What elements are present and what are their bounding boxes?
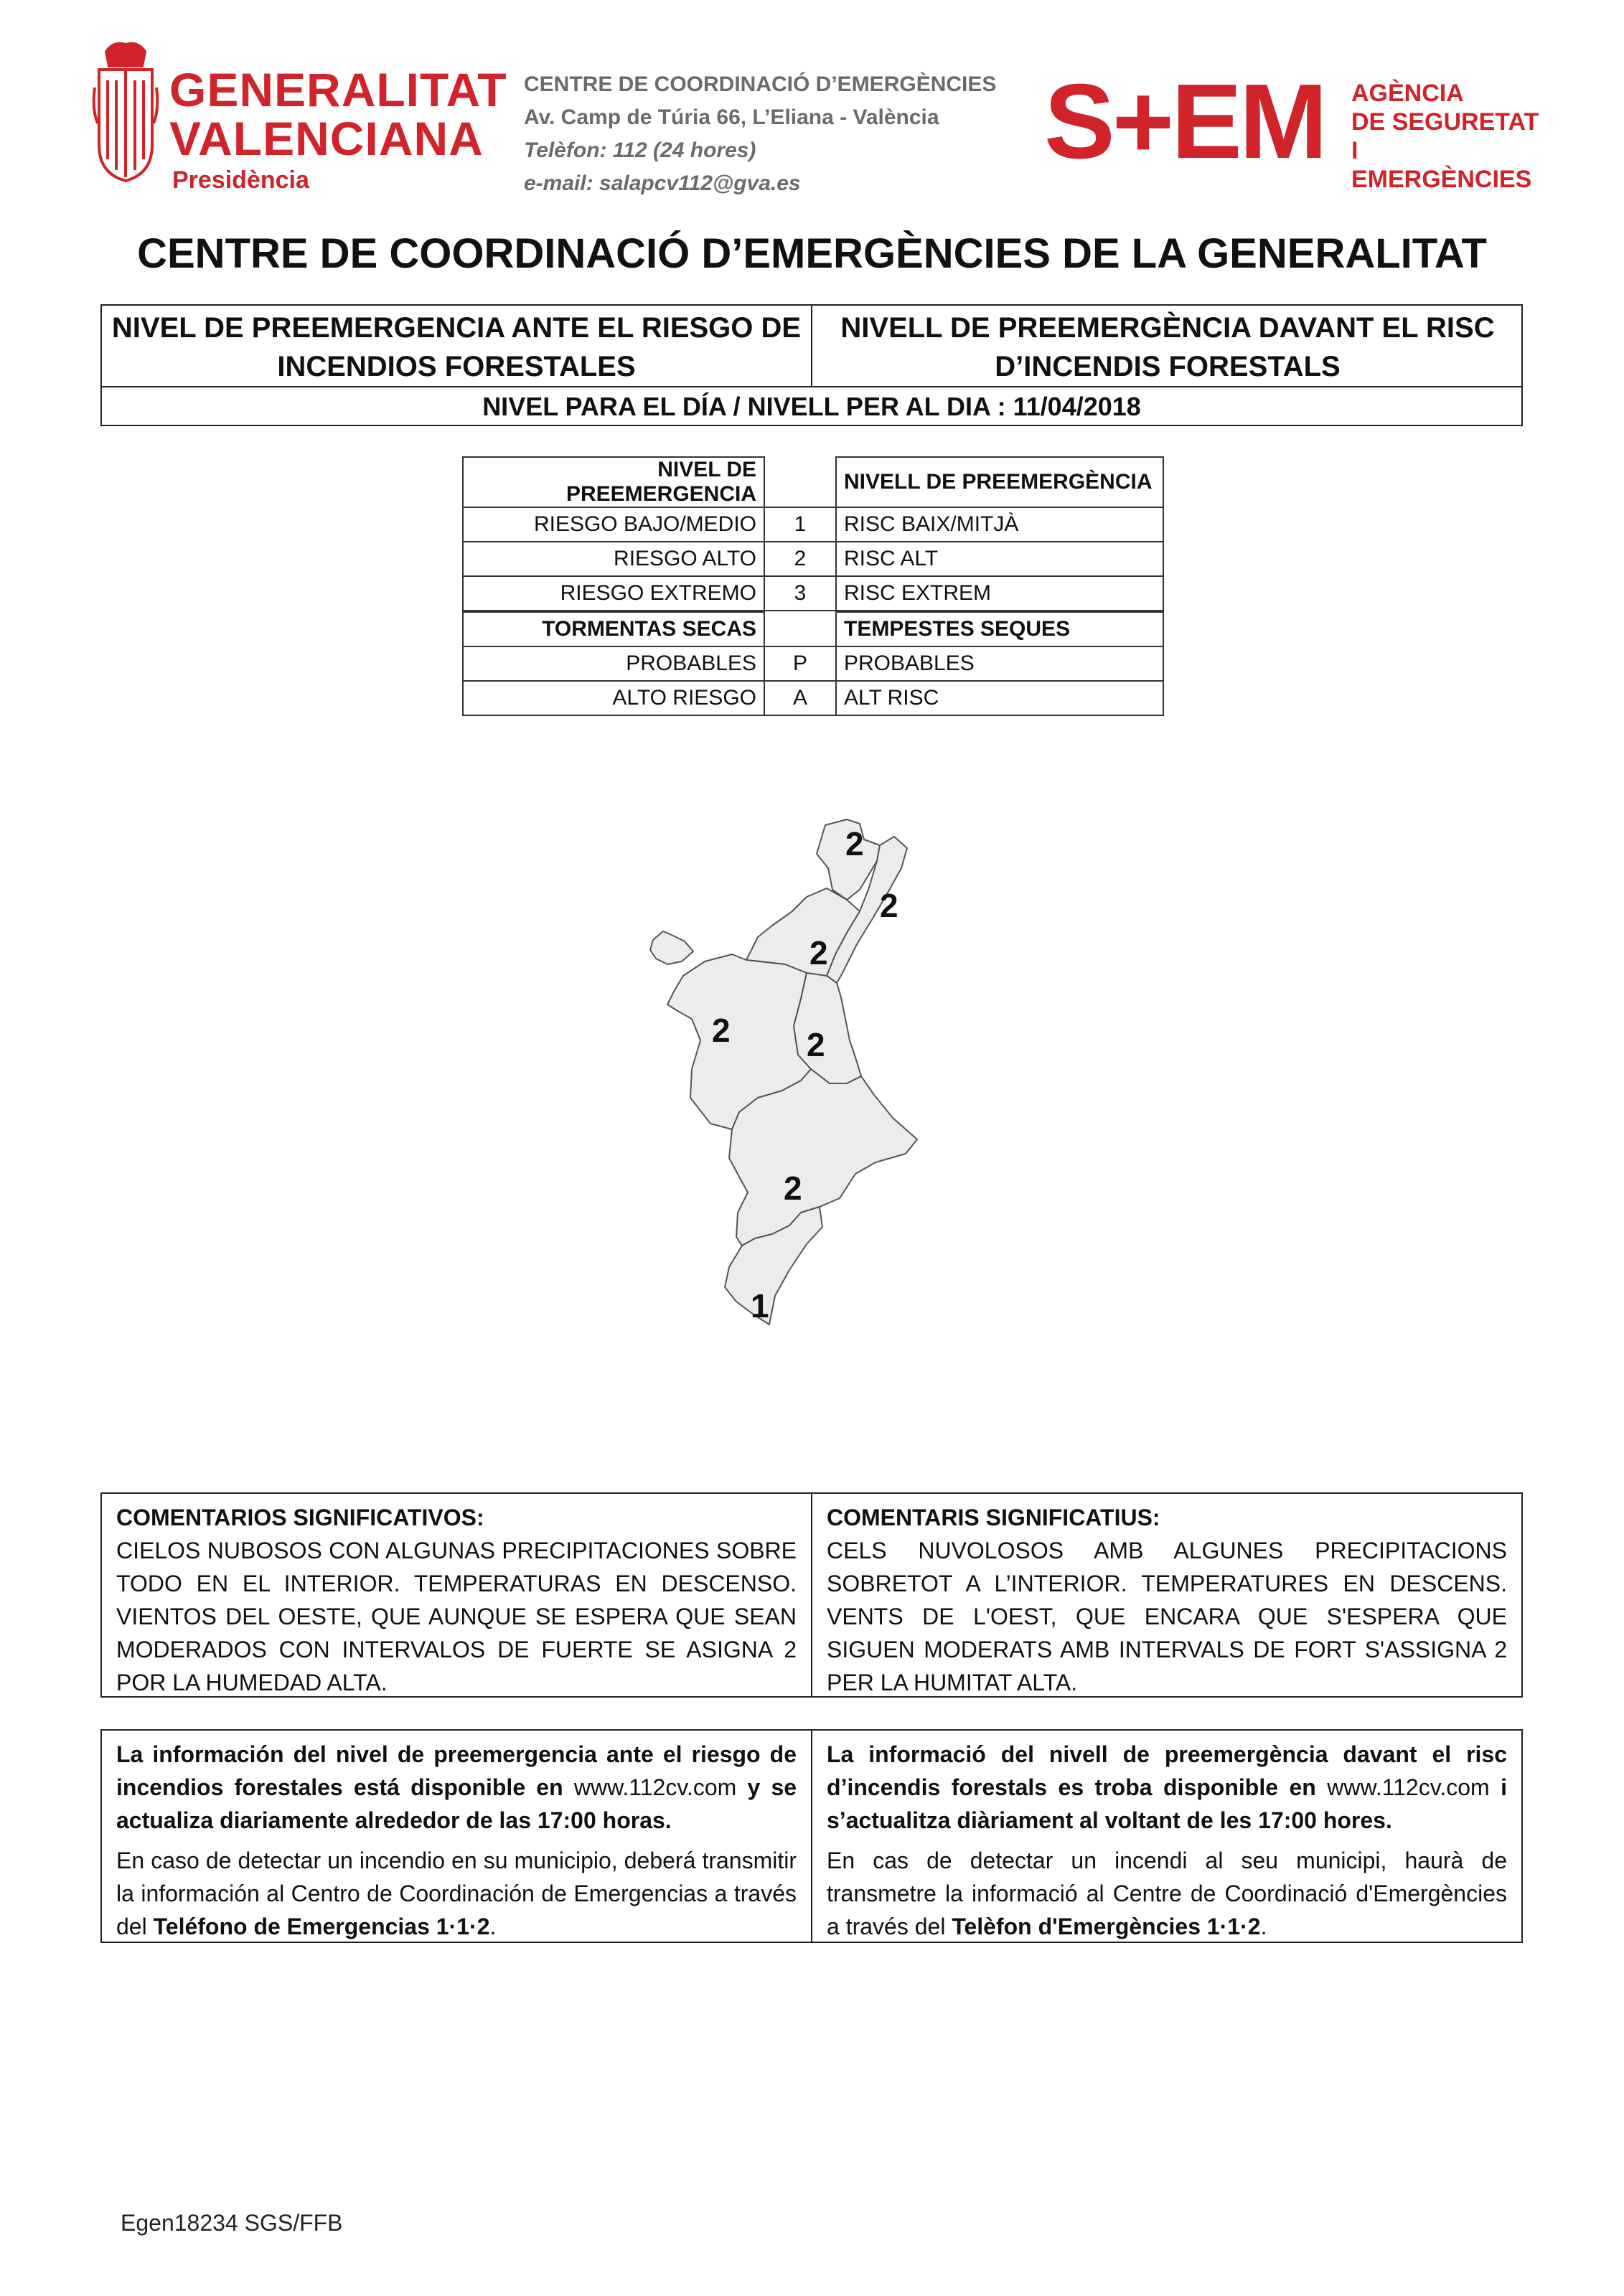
significant-comments (100, 1492, 1523, 1698)
sem-logo-line1: AGÈNCIA (1351, 80, 1464, 107)
legend-va: RISC EXTREM (836, 576, 1163, 611)
document-footer-code: Egen18234 SGS/FFB (121, 2210, 343, 2236)
level-heading-es (102, 309, 811, 386)
level-heading-es-line2: INCENDIOS FORESTALES (277, 351, 636, 382)
preemergency-level-header (100, 304, 1523, 426)
sem-logo-line3: EMERGÈNCIES (1351, 166, 1532, 193)
map-level-label: 2 (809, 934, 828, 971)
contact-address: Av. Camp de Túria 66, L’Eliana - València (524, 105, 939, 129)
info-es-update (116, 1738, 797, 1837)
risk-zone-map (632, 811, 1005, 1399)
legend-va: ALT RISC (836, 681, 1163, 715)
legend-es: PROBABLES (463, 646, 764, 681)
level-heading-va-line2: D’INCENDIS FORESTALS (995, 351, 1341, 382)
info-es-update-a: La información del nivel de preemergencia ante el riesgo de incendios forestales está disponible en (116, 1741, 797, 1800)
info-es (102, 1731, 811, 1950)
gva-logo-line2: VALENCIANA (169, 112, 484, 165)
map-level-label: 1 (751, 1287, 769, 1325)
sem-logo-mark: S+EM (1044, 62, 1325, 181)
sem-logo-line2: DE SEGURETAT I (1351, 108, 1539, 164)
map-level-label: 2 (712, 1012, 731, 1049)
legend-row (463, 542, 1163, 576)
legend-preemergency-levels (462, 456, 1164, 611)
contact-block (524, 68, 996, 200)
legend-va: PROBABLES (836, 646, 1163, 681)
contact-phone: Telèfon: 112 (24 hores) (524, 138, 756, 162)
info-va-update (827, 1738, 1507, 1837)
comments-es-title: COMENTARIOS SIGNIFICATIVOS: (116, 1505, 484, 1530)
legend-es: RIESGO ALTO (463, 542, 764, 576)
legend-es: RIESGO EXTREMO (463, 576, 764, 611)
map-level-label: 2 (845, 825, 864, 862)
legend-va: RISC ALT (836, 542, 1163, 576)
legend-es: RIESGO BAJO/MEDIO (463, 507, 764, 542)
page-title: CENTRE DE COORDINACIÓ D’EMERGÈNCIES DE LA GENERALITAT (137, 230, 1487, 277)
level-date-row: NIVEL PARA EL DÍA / NIVELL PER AL DIA : 11/04/2018 (482, 392, 1141, 421)
info-va-report: En cas de detectar un incendi al seu municipi, haurà de transmetre la informació al Centre de Coordinació d'Emergències a través del Telèfon d'Emergències 1·1·2. (827, 1848, 1507, 1939)
legend-storms-head-es: TORMENTAS SECAS (463, 612, 764, 646)
info-va-update-b: i s’actualitza diàriament al voltant de les 17:00 hores. (827, 1774, 1508, 1833)
info-es-phone: Teléfono de Emergencias 1·1·2 (153, 1914, 490, 1939)
level-heading-va-line1: NIVELL DE PREEMERGÈNCIA DAVANT EL RISC (840, 312, 1495, 344)
contact-centre-name: CENTRE DE COORDINACIÓ D’EMERGÈNCIES (524, 72, 997, 96)
comments-va-title: COMENTARIS SIGNIFICATIUS: (827, 1505, 1160, 1530)
legend-code: 1 (764, 507, 836, 542)
info-va (812, 1731, 1521, 1950)
legend-es: ALTO RIESGO (463, 681, 764, 715)
legend-levels-head-va: NIVELL DE PREEMERGÈNCIA (836, 457, 1163, 507)
map-level-label: 2 (807, 1026, 825, 1063)
sem-logo-text (1351, 79, 1546, 194)
map-zone-ademuz (650, 931, 693, 964)
legend-row (463, 681, 1163, 715)
legend-code: 3 (764, 576, 836, 611)
gva-logo-subtitle: Presidència (172, 166, 309, 194)
info-es-report: En caso de detectar un incendio en su municipio, deberá transmitir la información al Centro de Coordinación de Emergencias a través del Teléfono de Emergencias 1·1·2. (116, 1848, 797, 1939)
legend-storms-head-va: TEMPESTES SEQUES (836, 612, 1163, 646)
legend-row (463, 576, 1163, 611)
legend-code: A (764, 681, 836, 715)
info-va-url-link[interactable]: www.112cv.com (1327, 1774, 1490, 1800)
comments-va (812, 1494, 1521, 1706)
level-heading-va (812, 309, 1523, 386)
legend-code: 2 (764, 542, 836, 576)
contact-email: e-mail: salapcv112@gva.es (524, 171, 801, 195)
gva-emblem-icon (92, 37, 159, 184)
legend-code: P (764, 646, 836, 681)
comments-va-text: CELS NUVOLOSOS AMB ALGUNES PRECIPITACIONS SOBRETOT A L’INTERIOR. TEMPERATURES EN DESCENS. VENTS DE L'OEST, QUE ENCARA QUE S'ESPERA QUE SIGUEN MODERATS AMB INTERVALS DE FORT S'ASSIGNA 2 PER LA HUMITAT ALTA. (827, 1538, 1507, 1695)
comments-es (102, 1494, 811, 1706)
info-va-report-a: En cas de detectar un incendi al seu municipi, haurà de transmetre la informació al Centre de Coordinació d'Emergències a través del (827, 1848, 1507, 1939)
legend-row (463, 507, 1163, 542)
map-level-label: 2 (880, 887, 898, 924)
info-va-update-a: La informació del nivell de preemergència davant el risc d’incendis forestals es troba disponible en (827, 1741, 1507, 1800)
legend-row (463, 646, 1163, 681)
gva-logo-line1: GENERALITAT (169, 63, 507, 116)
legend-va: RISC BAIX/MITJÀ (836, 507, 1163, 542)
legend-levels-head-es: NIVEL DE PREEMERGENCIA (463, 457, 764, 507)
information-notice (100, 1729, 1523, 1943)
level-heading-es-line1: NIVEL DE PREEMERGENCIA ANTE EL RIESGO DE (111, 312, 802, 344)
info-es-report-a: En caso de detectar un incendio en su municipio, deberá transmitir la información al Centro de Coordinación de Emergencias a través del (116, 1848, 797, 1939)
sem-agency-logo (1044, 62, 1546, 193)
comments-es-text: CIELOS NUBOSOS CON ALGUNAS PRECIPITACIONES SOBRE TODO EN EL INTERIOR. TEMPERATURAS EN DESCENSO. VIENTOS DEL OESTE, QUE AUNQUE SE ESPERA QUE SEAN MODERADOS CON INTERVALOS DE FUERTE SE ASIGNA 2 POR LA HUMEDAD ALTA. (116, 1538, 797, 1695)
legend-dry-storms (462, 611, 1164, 716)
info-es-url-link[interactable]: www.112cv.com (573, 1774, 737, 1800)
generalitat-valenciana-logo (92, 37, 507, 195)
map-level-label: 2 (784, 1170, 802, 1207)
info-va-phone: Telèfon d'Emergències 1·1·2 (952, 1914, 1261, 1939)
info-es-update-b: y se actualiza diariamente alrededor de las 17:00 horas. (116, 1774, 797, 1833)
